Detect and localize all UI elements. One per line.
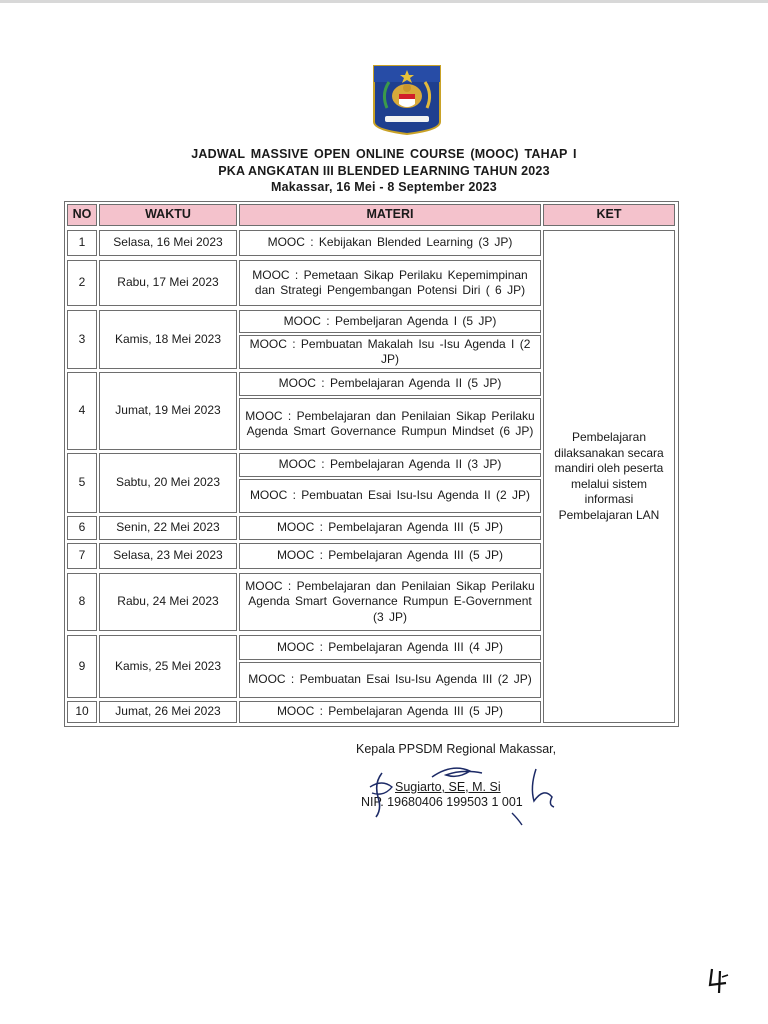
row-3-no: 3 bbox=[67, 310, 97, 369]
row-6-no: 6 bbox=[67, 516, 97, 540]
row-8-materi: MOOC : Pembelajaran dan Penilaian Sikap Perilaku Agenda Smart Governance Rumpun E-Government (3 JP) bbox=[239, 573, 541, 631]
emblem-logo bbox=[371, 64, 443, 136]
row-4-waktu: Jumat, 19 Mei 2023 bbox=[99, 372, 237, 450]
scan-top-edge bbox=[0, 0, 768, 3]
row-6-materi: MOOC : Pembelajaran Agenda III (5 JP) bbox=[239, 516, 541, 540]
doc-title-line3: Makassar, 16 Mei - 8 September 2023 bbox=[271, 180, 497, 194]
signatory-nip: NIP. 19680406 199503 1 001 bbox=[361, 795, 523, 809]
row-3-materi-1: MOOC : Pembeljaran Agenda I (5 JP) bbox=[239, 310, 541, 333]
row-9-waktu: Kamis, 25 Mei 2023 bbox=[99, 635, 237, 698]
row-9-materi-2: MOOC : Pembuatan Esai Isu-Isu Agenda III (2 JP) bbox=[239, 662, 541, 698]
col-header-no: NO bbox=[67, 204, 97, 226]
col-header-ket: KET bbox=[543, 204, 675, 226]
row-2-materi: MOOC : Pemetaan Sikap Perilaku Kepemimpinan dan Strategi Pengembangan Potensi Diri ( 6 JP) bbox=[239, 260, 541, 306]
row-10-materi: MOOC : Pembelajaran Agenda III (5 JP) bbox=[239, 701, 541, 723]
row-10-no: 10 bbox=[67, 701, 97, 723]
doc-title-line2: PKA ANGKATAN III BLENDED LEARNING TAHUN 2023 bbox=[218, 164, 550, 178]
handwritten-signature bbox=[362, 757, 562, 827]
row-1-materi: MOOC : Kebijakan Blended Learning (3 JP) bbox=[239, 230, 541, 256]
col-header-waktu: WAKTU bbox=[99, 204, 237, 226]
ket-note: Pembelajaran dilaksanakan secara mandiri oleh peserta melalui sistem informasi Pembelajaran LAN bbox=[543, 230, 675, 723]
col-header-materi: MATERI bbox=[239, 204, 541, 226]
row-5-materi-2: MOOC : Pembuatan Esai Isu-Isu Agenda II (2 JP) bbox=[239, 479, 541, 513]
row-2-no: 2 bbox=[67, 260, 97, 306]
row-4-materi-1: MOOC : Pembelajaran Agenda II (5 JP) bbox=[239, 372, 541, 396]
signatory-name: Sugiarto, SE, M. Si bbox=[395, 780, 501, 794]
row-5-no: 5 bbox=[67, 453, 97, 513]
handwritten-page-number bbox=[706, 965, 732, 995]
row-9-no: 9 bbox=[67, 635, 97, 698]
row-3-materi-2: MOOC : Pembuatan Makalah Isu -Isu Agenda I (2 JP) bbox=[239, 335, 541, 369]
row-8-waktu: Rabu, 24 Mei 2023 bbox=[99, 573, 237, 631]
row-4-no: 4 bbox=[67, 372, 97, 450]
row-2-waktu: Rabu, 17 Mei 2023 bbox=[99, 260, 237, 306]
doc-title-line1: JADWAL MASSIVE OPEN ONLINE COURSE (MOOC) TAHAP I bbox=[191, 147, 577, 161]
row-5-waktu: Sabtu, 20 Mei 2023 bbox=[99, 453, 237, 513]
signatory-title: Kepala PPSDM Regional Makassar, bbox=[356, 742, 557, 756]
row-6-waktu: Senin, 22 Mei 2023 bbox=[99, 516, 237, 540]
row-4-materi-2: MOOC : Pembelajaran dan Penilaian Sikap Perilaku Agenda Smart Governance Rumpun Mindset (6 JP) bbox=[239, 398, 541, 450]
row-3-waktu: Kamis, 18 Mei 2023 bbox=[99, 310, 237, 369]
row-7-no: 7 bbox=[67, 543, 97, 569]
schedule-table bbox=[64, 201, 679, 727]
row-7-waktu: Selasa, 23 Mei 2023 bbox=[99, 543, 237, 569]
row-1-waktu: Selasa, 16 Mei 2023 bbox=[99, 230, 237, 256]
row-10-waktu: Jumat, 26 Mei 2023 bbox=[99, 701, 237, 723]
row-7-materi: MOOC : Pembelajaran Agenda III (5 JP) bbox=[239, 543, 541, 569]
row-8-no: 8 bbox=[67, 573, 97, 631]
row-5-materi-1: MOOC : Pembelajaran Agenda II (3 JP) bbox=[239, 453, 541, 477]
row-9-materi-1: MOOC : Pembelajaran Agenda III (4 JP) bbox=[239, 635, 541, 660]
row-1-no: 1 bbox=[67, 230, 97, 256]
